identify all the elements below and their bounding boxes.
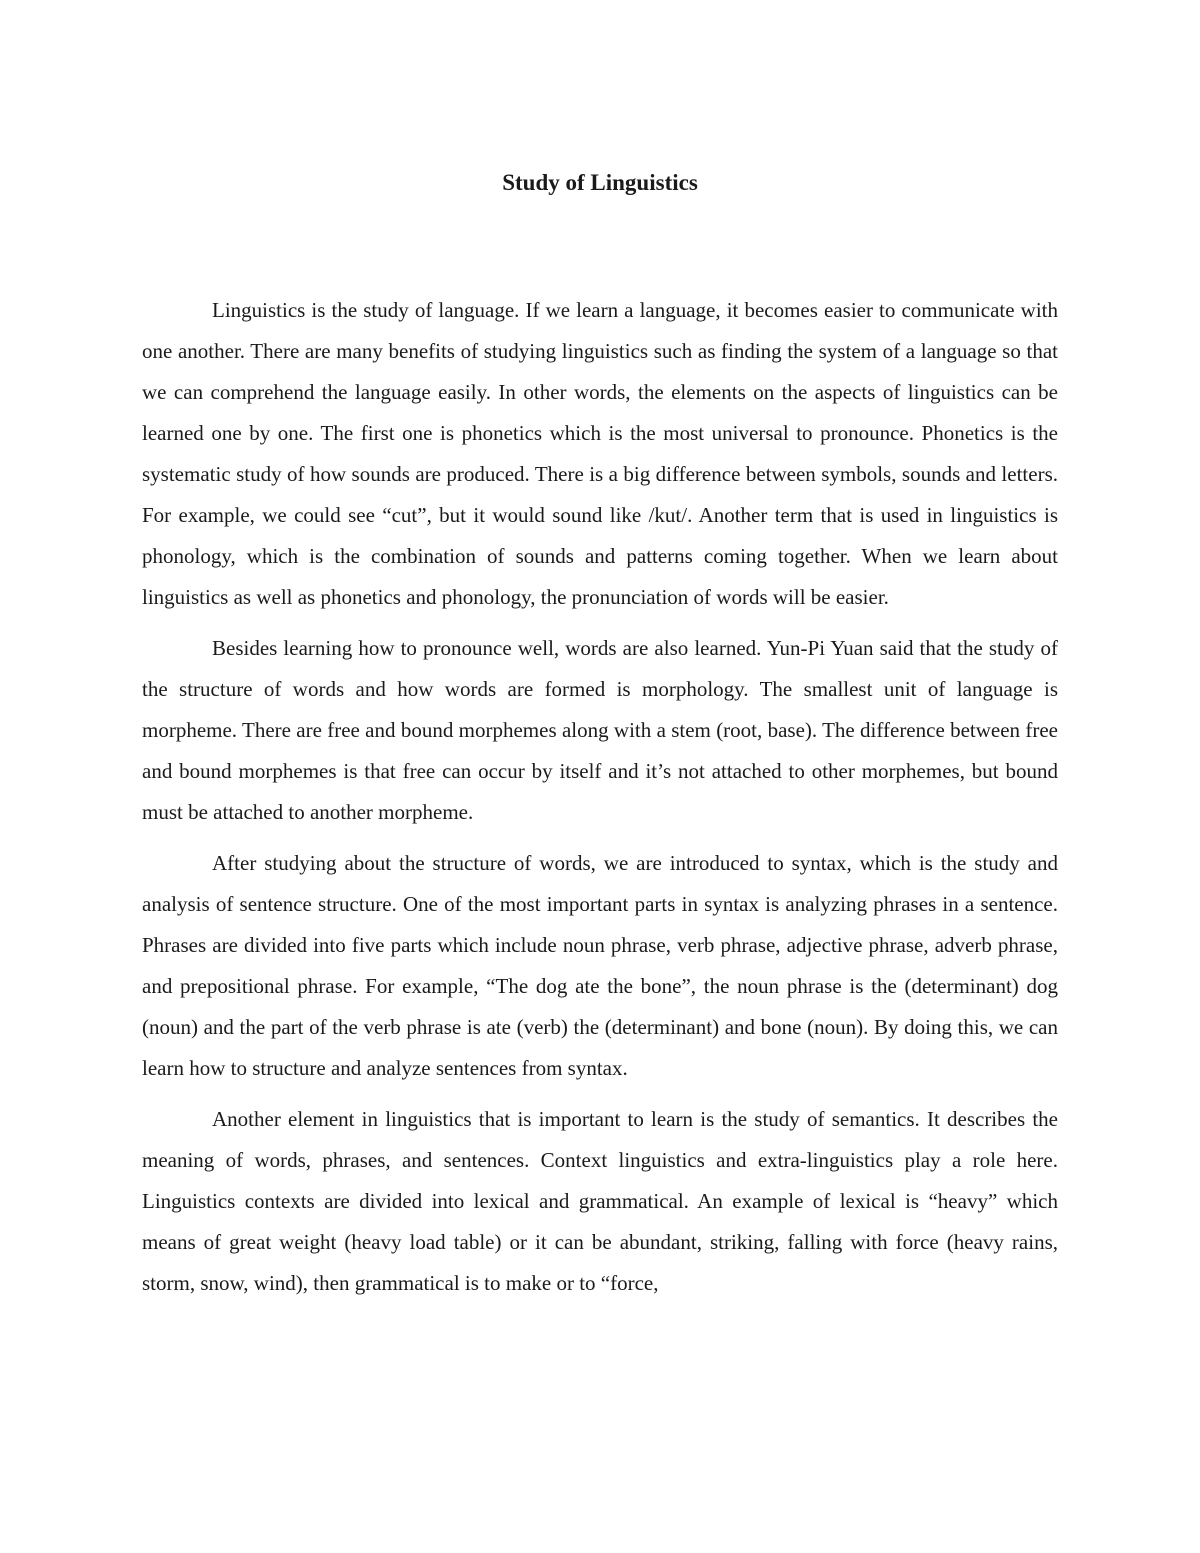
paragraph-syntax: After studying about the structure of words, we are introduced to syntax, which is the study and analysis of sentence structure. One of the most important parts in syntax is analyzing phrases in a sentence. Phrases are divided into five parts which include noun phrase, verb phrase, adjective phrase, adverb phrase, and prepositional phrase. For example, “The dog ate the bone”, the noun phrase is the (determinant) dog (noun) and the part of the verb phrase is ate (verb) the (determinant) and bone (noun). By doing this, we can learn how to structure and analyze sentences from syntax.: [142, 851, 1058, 1080]
paragraph-linguistics-intro: Linguistics is the study of language. If we learn a language, it becomes easier to communicate with one another. There are many benefits of studying linguistics such as finding the system of a language so that we can comprehend the language easily. In other words, the elements on the aspects of linguistics can be learned one by one. The first one is phonetics which is the most universal to pronounce. Phonetics is the systematic study of how sounds are produced. There is a big difference between symbols, sounds and letters. For example, we could see “cut”, but it would sound like /kut/. Another term that is used in linguistics is phonology, which is the combination of sounds and patterns coming together. When we learn about linguistics as well as phonetics and phonology, the pronunciation of words will be easier.: [142, 298, 1058, 609]
paragraph-semantics: Another element in linguistics that is important to learn is the study of semantics. It describes the meaning of words, phrases, and sentences. Context linguistics and extra-linguistics play a role here. Linguistics contexts are divided into lexical and grammatical. An example of lexical is “heavy” which means of great weight (heavy load table) or it can be abundant, striking, falling with force (heavy rains, storm, snow, wind), then grammatical is to make or to “force,: [142, 1107, 1058, 1295]
document-title: Study of Linguistics: [502, 170, 698, 195]
document-body: [142, 290, 1058, 1314]
paragraph-morphology: Besides learning how to pronounce well, words are also learned. Yun-Pi Yuan said that the study of the structure of words and how words are formed is morphology. The smallest unit of language is morpheme. There are free and bound morphemes along with a stem (root, base). The difference between free and bound morphemes is that free can occur by itself and it’s not attached to other morphemes, but bound must be attached to another morpheme.: [142, 636, 1058, 824]
